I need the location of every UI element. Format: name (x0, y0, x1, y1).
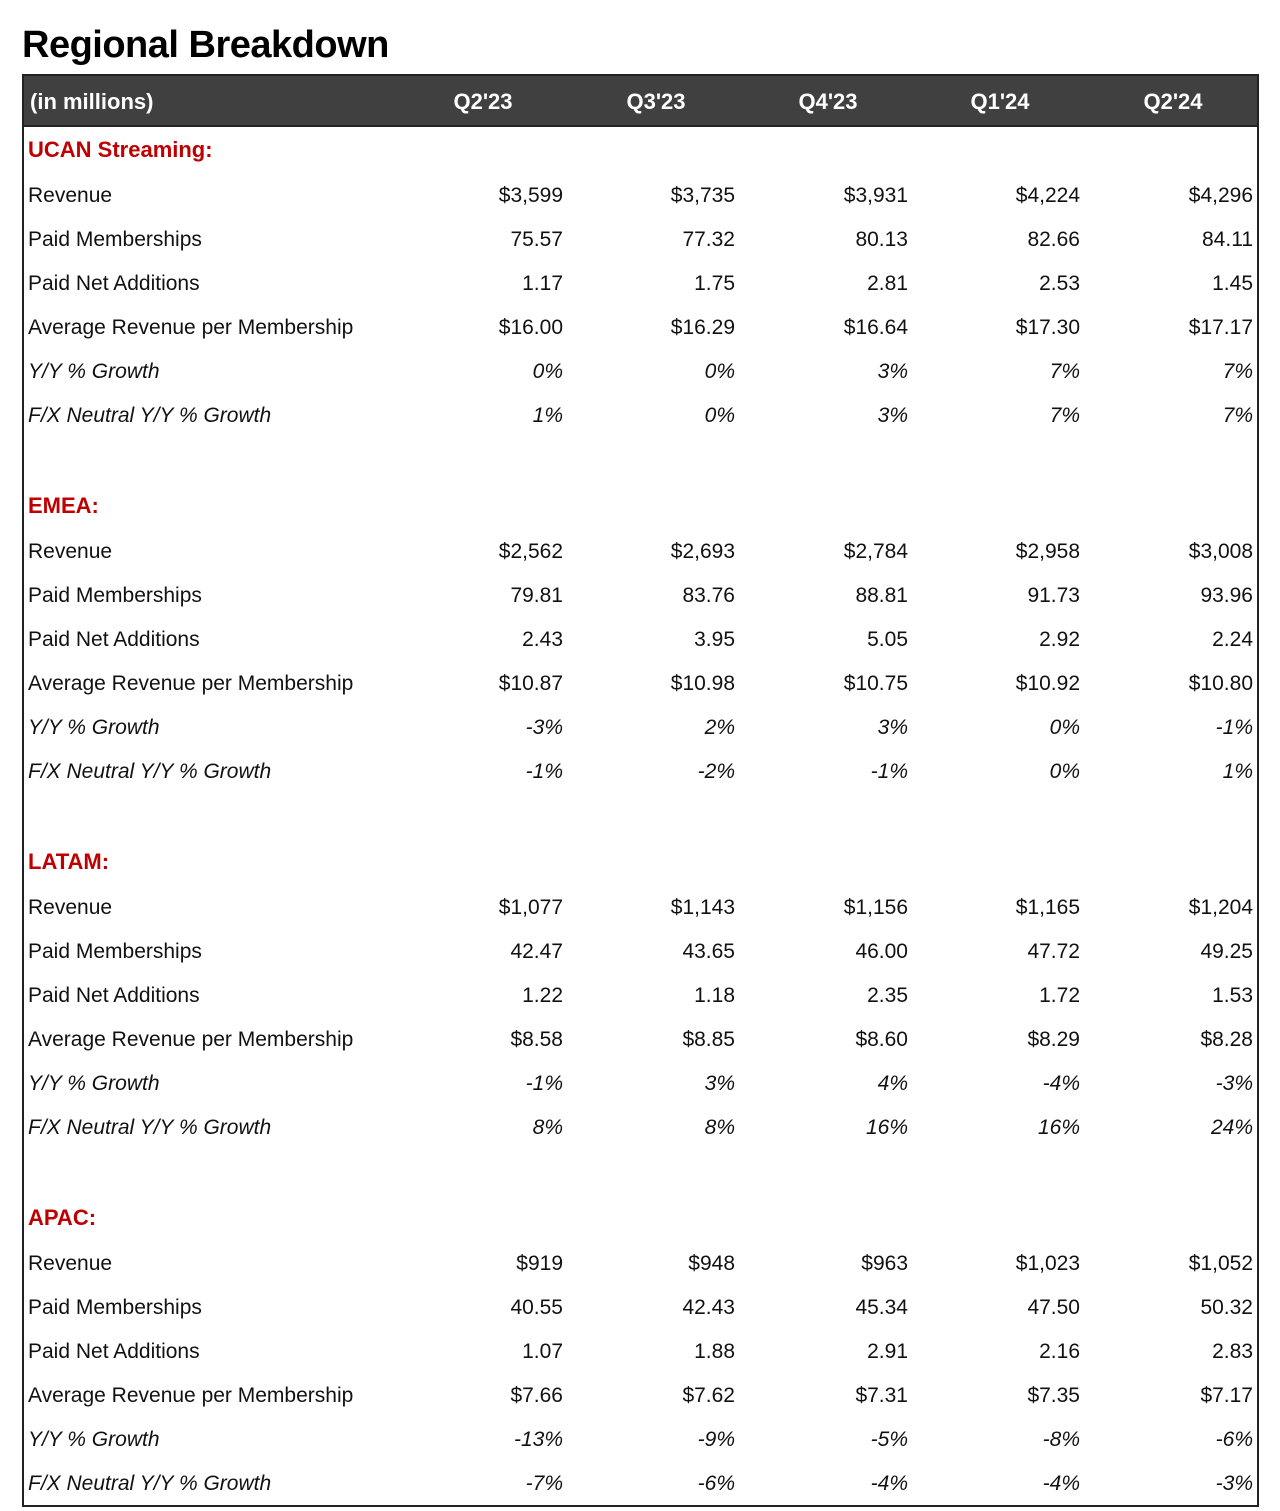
column-header-q2-23: Q2'23 (453, 89, 513, 114)
table-cell: -6% (697, 1472, 735, 1495)
table-row (24, 350, 1256, 394)
table-cell: 75.57 (510, 228, 563, 251)
row-label: Paid Memberships (28, 584, 202, 607)
table-row (24, 218, 1256, 262)
table-cell: 42.47 (510, 940, 563, 963)
row-label: Average Revenue per Membership (28, 316, 354, 339)
table-cell: 0% (1049, 760, 1080, 783)
table-row (24, 1242, 1256, 1286)
table-row (24, 262, 1256, 306)
table-cell: 1.07 (522, 1340, 563, 1363)
table-cell: $2,784 (843, 540, 908, 563)
table-cell: 45.34 (855, 1296, 908, 1319)
table-cell: $2,958 (1015, 540, 1080, 563)
table-cell: 84.11 (1202, 228, 1253, 251)
table-cell: 7% (1049, 404, 1080, 427)
table-cell: $1,165 (1015, 896, 1080, 919)
row-label: Y/Y % Growth (28, 360, 160, 383)
table-cell: 16% (865, 1116, 908, 1139)
table-cell: $17.17 (1188, 316, 1253, 339)
table-cell: 47.72 (1027, 940, 1080, 963)
table-cell: 82.66 (1027, 228, 1080, 251)
table-cell: -1% (525, 760, 563, 783)
row-label: Y/Y % Growth (28, 1072, 160, 1095)
table-cell: $7.31 (855, 1384, 908, 1407)
table-cell: -2% (697, 760, 735, 783)
table-row (24, 974, 1256, 1018)
table-cell: $7.35 (1027, 1384, 1080, 1407)
section-title: LATAM: (28, 849, 110, 874)
table-cell: $8.29 (1027, 1028, 1080, 1051)
section-title: UCAN Streaming: (28, 137, 213, 162)
table-cell: -3% (1215, 1072, 1253, 1095)
table-cell: 50.32 (1200, 1296, 1253, 1319)
table-row (24, 1286, 1256, 1330)
table-cell: 1.22 (522, 984, 563, 1007)
table-row (24, 1062, 1256, 1106)
table-cell: 2.53 (1039, 272, 1080, 295)
row-label: Paid Memberships (28, 228, 202, 251)
table-cell: -4% (1042, 1072, 1080, 1095)
table-cell: 2.35 (867, 984, 908, 1007)
row-label: F/X Neutral Y/Y % Growth (28, 1472, 272, 1495)
section-title: EMEA: (28, 493, 99, 518)
table-cell: $3,599 (498, 184, 563, 207)
table-cell: 1.72 (1039, 984, 1080, 1007)
table-cell: $2,693 (670, 540, 735, 563)
table-cell: 16% (1037, 1116, 1080, 1139)
table-row (24, 530, 1256, 574)
table-cell: 1% (1222, 760, 1253, 783)
row-label: Y/Y % Growth (28, 716, 160, 739)
row-label: Paid Net Additions (28, 272, 200, 295)
table-cell: 43.65 (682, 940, 735, 963)
table-row (24, 1374, 1256, 1418)
table-cell: 93.96 (1200, 584, 1253, 607)
table-cell: 2% (704, 716, 735, 739)
table-cell: 1.75 (694, 272, 735, 295)
table-cell: 2.16 (1039, 1340, 1080, 1363)
row-label: Paid Net Additions (28, 984, 200, 1007)
table-cell: $919 (516, 1252, 563, 1275)
table-row (24, 394, 1256, 438)
table-cell: $8.85 (682, 1028, 735, 1051)
table-cell: 77.32 (682, 228, 735, 251)
row-label: Revenue (28, 540, 113, 563)
table-cell: 2.92 (1039, 628, 1080, 651)
table-cell: $1,052 (1188, 1252, 1253, 1275)
table-row (24, 1418, 1256, 1462)
row-label: Paid Net Additions (28, 628, 200, 651)
row-label: Revenue (28, 896, 113, 919)
table-cell: 3% (877, 360, 908, 383)
row-label: F/X Neutral Y/Y % Growth (28, 404, 272, 427)
table-cell: 0% (704, 404, 735, 427)
table-cell: $8.58 (510, 1028, 563, 1051)
column-header-q1-24: Q1'24 (970, 89, 1030, 114)
table-cell: $7.62 (682, 1384, 735, 1407)
table-cell: $3,008 (1188, 540, 1253, 563)
table-cell: 49.25 (1200, 940, 1253, 963)
table-cell: $17.30 (1015, 316, 1080, 339)
table-cell: $963 (861, 1252, 908, 1275)
table-cell: -8% (1042, 1428, 1080, 1451)
row-label: Average Revenue per Membership (28, 1384, 354, 1407)
table-cell: $4,224 (1015, 184, 1080, 207)
table-cell: 2.81 (867, 272, 908, 295)
table-cell: -7% (525, 1472, 563, 1495)
table-cell: $3,931 (843, 184, 908, 207)
table-cell: -1% (870, 760, 908, 783)
table-cell: 79.81 (510, 584, 563, 607)
row-label: Average Revenue per Membership (28, 672, 354, 695)
table-cell: 1.17 (522, 272, 563, 295)
table-cell: $16.64 (843, 316, 908, 339)
table-cell: 3% (704, 1072, 735, 1095)
table-cell: -4% (870, 1472, 908, 1495)
table-cell: $8.60 (855, 1028, 908, 1051)
table-cell: 7% (1222, 404, 1253, 427)
table-cell: 0% (704, 360, 735, 383)
table-row (24, 174, 1256, 218)
table-cell: 80.13 (855, 228, 908, 251)
row-label: Average Revenue per Membership (28, 1028, 354, 1051)
table-cell: 46.00 (855, 940, 908, 963)
table-cell: 83.76 (682, 584, 735, 607)
table-cell: 8% (704, 1116, 735, 1139)
table-cell: 5.05 (867, 628, 908, 651)
row-label: Paid Memberships (28, 940, 202, 963)
table-cell: $1,204 (1188, 896, 1253, 919)
row-label: Revenue (28, 1252, 113, 1275)
table-row (24, 1018, 1256, 1062)
table-cell: 47.50 (1027, 1296, 1080, 1319)
table-row (24, 930, 1256, 974)
row-label: Revenue (28, 184, 113, 207)
table-cell: 24% (1210, 1116, 1253, 1139)
table-cell: 7% (1222, 360, 1253, 383)
table-cell: 2.91 (867, 1340, 908, 1363)
table-row (24, 662, 1256, 706)
table-cell: -3% (1215, 1472, 1253, 1495)
table-row (24, 1106, 1256, 1150)
table-cell: $10.98 (670, 672, 735, 695)
table-cell: -6% (1215, 1428, 1253, 1451)
row-label: F/X Neutral Y/Y % Growth (28, 1116, 272, 1139)
table-cell: 2.83 (1212, 1340, 1253, 1363)
table-cell: -9% (697, 1428, 735, 1451)
table-cell: $1,156 (843, 896, 908, 919)
table-cell: $4,296 (1188, 184, 1253, 207)
column-header-q4-23: Q4'23 (798, 89, 858, 114)
table-cell: $16.29 (670, 316, 735, 339)
table-cell: 91.73 (1027, 584, 1080, 607)
table-row (24, 1330, 1256, 1374)
row-label: F/X Neutral Y/Y % Growth (28, 760, 272, 783)
table-cell: 1.88 (694, 1340, 735, 1363)
row-label: Paid Memberships (28, 1296, 202, 1319)
table-cell: 1.45 (1212, 272, 1253, 295)
table-cell: -5% (870, 1428, 908, 1451)
table-cell: 1% (532, 404, 563, 427)
table-cell: 2.43 (522, 628, 563, 651)
table-cell: $10.75 (843, 672, 908, 695)
table-cell: $1,023 (1015, 1252, 1080, 1275)
table-cell: -1% (525, 1072, 563, 1095)
table-row (24, 574, 1256, 618)
table-cell: $2,562 (498, 540, 563, 563)
table-cell: 0% (1049, 716, 1080, 739)
table-cell: $1,077 (498, 896, 563, 919)
table-row (24, 886, 1256, 930)
table-cell: $3,735 (670, 184, 735, 207)
table-cell: 3% (877, 716, 908, 739)
page-title: Regional Breakdown (22, 24, 389, 66)
row-label: Y/Y % Growth (28, 1428, 160, 1451)
table-cell: $10.92 (1015, 672, 1080, 695)
table-cell: 7% (1049, 360, 1080, 383)
table-cell: 1.53 (1212, 984, 1253, 1007)
table-row (24, 618, 1256, 662)
table-cell: -1% (1215, 716, 1253, 739)
table-cell: 2.24 (1212, 628, 1253, 651)
table-cell: 88.81 (855, 584, 908, 607)
table-cell: -13% (513, 1428, 563, 1451)
table-cell: 42.43 (682, 1296, 735, 1319)
table-row (24, 750, 1256, 794)
table-cell: $10.87 (498, 672, 563, 695)
table-cell: $7.66 (510, 1384, 563, 1407)
table-cell: $16.00 (498, 316, 563, 339)
column-header-q2-24: Q2'24 (1143, 89, 1203, 114)
table-row (24, 1462, 1256, 1506)
table-cell: 40.55 (510, 1296, 563, 1319)
table-cell: -4% (1042, 1472, 1080, 1495)
table-row (24, 706, 1256, 750)
row-label: Paid Net Additions (28, 1340, 200, 1363)
section-title: APAC: (28, 1205, 97, 1230)
table-cell: $1,143 (670, 896, 735, 919)
table-cell: $8.28 (1200, 1028, 1253, 1051)
table-row (24, 306, 1256, 350)
unit-label: (in millions) (30, 89, 154, 114)
table-cell: 0% (532, 360, 563, 383)
table-header (22, 74, 1259, 127)
table-cell: 4% (877, 1072, 908, 1095)
table-cell: $948 (688, 1252, 735, 1275)
table-cell: 3.95 (694, 628, 735, 651)
table-cell: 1.18 (694, 984, 735, 1007)
table-cell: 3% (877, 404, 908, 427)
column-header-q3-23: Q3'23 (626, 89, 686, 114)
table-cell: 8% (532, 1116, 563, 1139)
table-cell: $10.80 (1188, 672, 1253, 695)
table-cell: -3% (525, 716, 563, 739)
table-cell: $7.17 (1200, 1384, 1253, 1407)
